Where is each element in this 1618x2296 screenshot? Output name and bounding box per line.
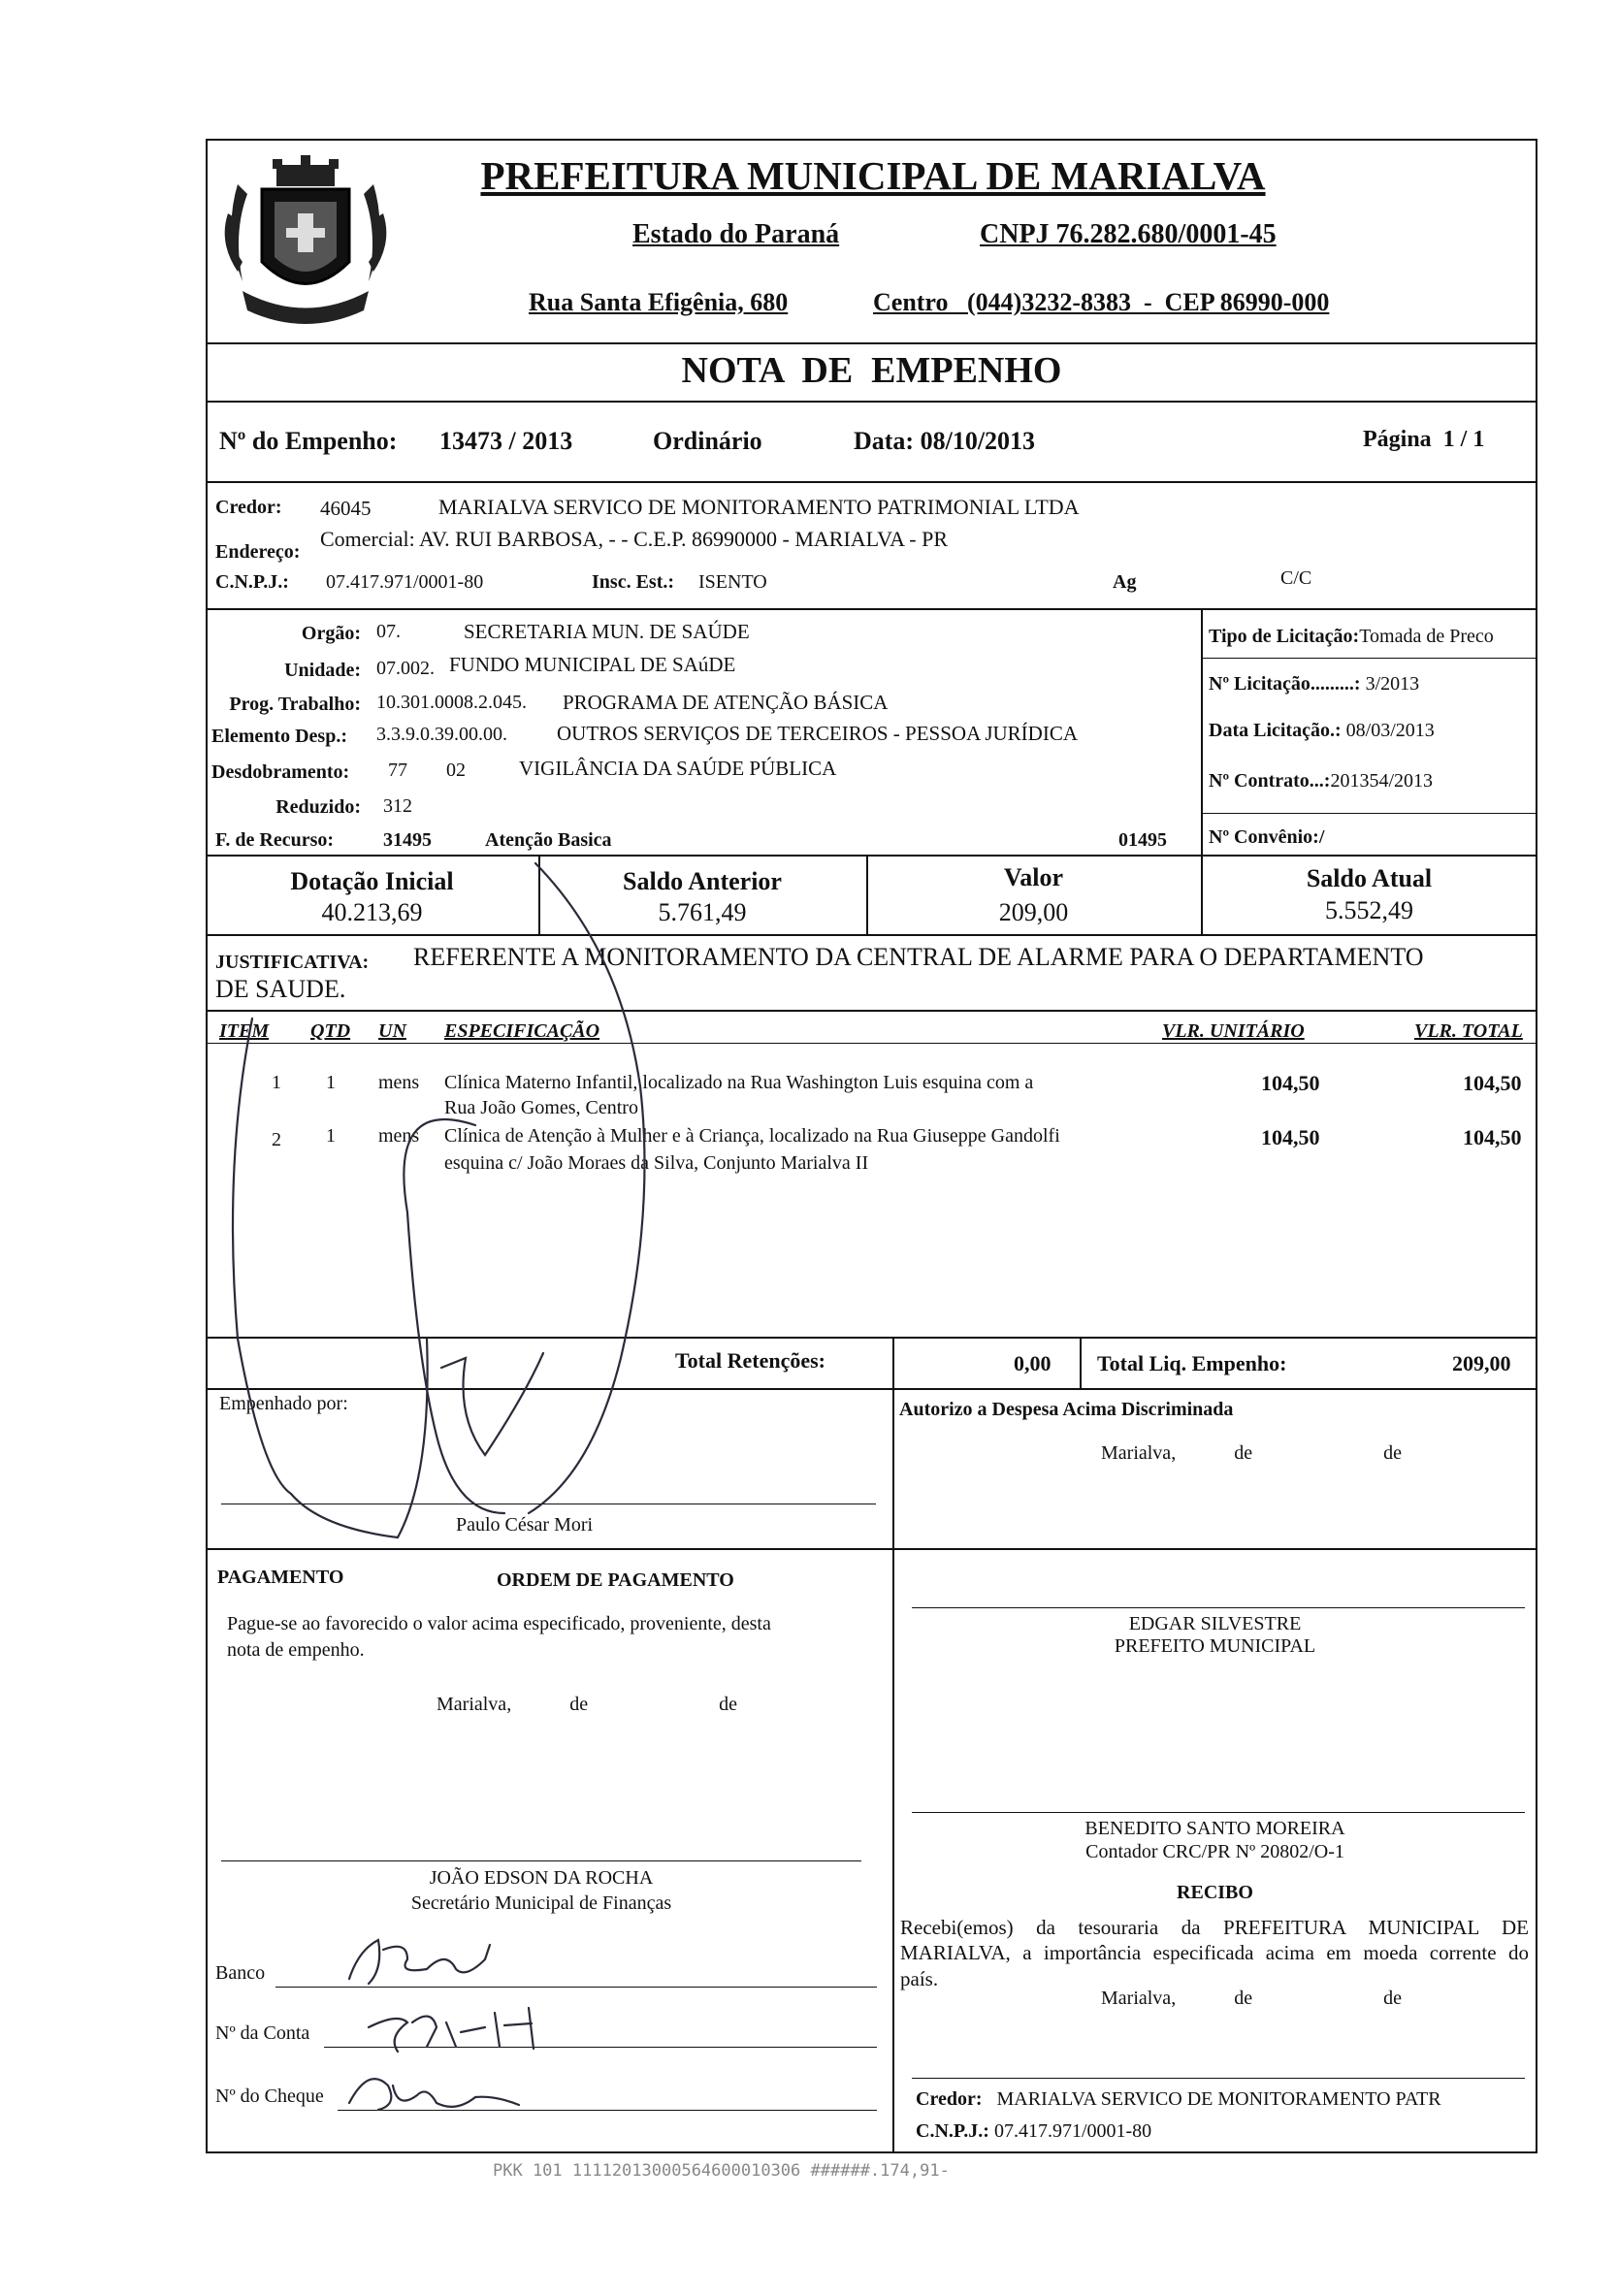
conta-label: Nº da Conta	[215, 2022, 310, 2044]
header-cnpj: CNPJ 76.282.680/0001-45	[980, 219, 1277, 249]
recurso-code: 31495	[383, 829, 432, 851]
pagamento-text-line2: nota de empenho.	[227, 1639, 365, 1661]
page-number: Página 1 / 1	[1363, 427, 1485, 452]
valor-label: Valor	[1003, 863, 1064, 891]
retencoes-value: 0,00	[1014, 1351, 1052, 1375]
saldo-anterior-label: Saldo Anterior	[623, 867, 782, 895]
header-street: Rua Santa Efigênia, 680	[529, 288, 789, 316]
liq-empenho-label: Total Liq. Empenho:	[1097, 1351, 1287, 1375]
item-qtd: 1	[326, 1072, 336, 1093]
col-un: UN	[378, 1020, 406, 1042]
recibo-credor: Credor: MARIALVA SERVICO DE MONITORAMENTO PATR	[916, 2088, 1441, 2110]
item-un: mens	[378, 1125, 420, 1147]
saldo-atual-label: Saldo Atual	[1306, 864, 1433, 892]
item-spec-line2: Rua João Gomes, Centro	[444, 1097, 638, 1118]
item-un: mens	[378, 1072, 420, 1093]
item-unit-value: 104,50	[1261, 1125, 1320, 1149]
insc-label: Insc. Est.:	[592, 571, 675, 593]
ag-label: Ag	[1113, 571, 1137, 593]
empenhado-label: Empenhado por:	[219, 1393, 348, 1414]
desdobramento-b: 02	[446, 760, 466, 781]
licitacao-data: Data Licitação.: 08/03/2013	[1209, 720, 1435, 741]
dotacao-value: 40.213,69	[321, 898, 423, 926]
justificativa-label: JUSTIFICATIVA:	[215, 952, 370, 973]
cheque-label: Nº do Cheque	[215, 2086, 324, 2107]
header-contact: Centro (044)3232-8383 - CEP 86990-000	[873, 288, 1330, 316]
empenho-number: 13473 / 2013	[439, 427, 573, 455]
licitacao-tipo: Tipo de Licitação:Tomada de Preco	[1209, 626, 1494, 647]
item-qtd: 1	[326, 1125, 336, 1147]
recibo-cnpj: C.N.P.J.: 07.417.971/0001-80	[916, 2120, 1152, 2142]
recibo-date: Marialva, de de	[1101, 1988, 1402, 2009]
empenho-label: Nº do Empenho:	[219, 427, 398, 455]
credor-code: 46045	[320, 497, 372, 520]
saldo-anterior-value: 5.761,49	[658, 898, 747, 926]
col-qtd: QTD	[310, 1020, 351, 1042]
pagamento-text-line1: Pague-se ao favorecido o valor acima especificado, proveniente, desta	[227, 1613, 771, 1634]
pagamento-date: Marialva, de de	[437, 1694, 737, 1715]
unidade-code: 07.002.	[376, 658, 435, 679]
recibo-text-line1: Recebi(emos) da tesouraria da PREFEITURA MUNICIPAL DE	[900, 1916, 1529, 1939]
unidade-name: FUNDO MUNICIPAL DE SAúDE	[449, 653, 736, 676]
desdobramento-name: VIGILÂNCIA DA SAÚDE PÚBLICA	[519, 757, 837, 780]
secretario-title: Secretário Municipal de Finanças	[410, 1892, 672, 1914]
credor-cnpj: 07.417.971/0001-80	[326, 571, 484, 593]
justificativa-line1: REFERENTE A MONITORAMENTO DA CENTRAL DE ALARME PARA O DEPARTAMENTO	[413, 943, 1424, 971]
address-label: Endereço:	[215, 541, 301, 563]
col-vlr-total: VLR. TOTAL	[1414, 1020, 1523, 1042]
liq-empenho-value: 209,00	[1452, 1351, 1511, 1375]
pagamento-label: PAGAMENTO	[217, 1567, 344, 1588]
reduzido-label: Reduzido:	[275, 796, 361, 818]
desdobramento-a: 77	[388, 760, 407, 781]
recurso-label: F. de Recurso:	[215, 829, 335, 851]
credor-label: Credor:	[215, 497, 282, 518]
valor-value: 209,00	[998, 898, 1069, 926]
prefeito-name: EDGAR SILVESTRE	[1128, 1613, 1302, 1634]
item-unit-value: 104,50	[1261, 1071, 1320, 1095]
item-spec-line1: Clínica de Atenção à Mulher e à Criança, localizado na Rua Giuseppe Gandolfi	[444, 1125, 1060, 1147]
recurso-code2: 01495	[1118, 829, 1167, 851]
recibo-text-line2: MARIALVA, a importância especificada acima em moeda corrente do	[900, 1941, 1529, 1964]
orgao-code: 07.	[376, 621, 401, 642]
retencoes-label: Total Retenções:	[675, 1348, 825, 1373]
licitacao-numero: Nº Licitação.........: 3/2013	[1209, 673, 1420, 695]
dotacao-label: Dotação Inicial	[290, 867, 454, 895]
reduzido-value: 312	[383, 795, 412, 817]
empenho-date: Data: 08/10/2013	[854, 427, 1036, 455]
ordem-pagamento-title: ORDEM DE PAGAMENTO	[497, 1569, 734, 1591]
item-total-value: 104,50	[1463, 1125, 1522, 1149]
footer-code: PKK 101 11112013000564600010306 ######.174,91-	[493, 2161, 950, 2181]
recibo-title: RECIBO	[1177, 1882, 1253, 1903]
contrato-numero: Nº Contrato...:201354/2013	[1209, 770, 1434, 792]
recurso-name: Atenção Basica	[485, 829, 612, 851]
contador-title: Contador CRC/PR Nº 20802/O-1	[1085, 1841, 1344, 1862]
contador-name: BENEDITO SANTO MOREIRA	[1084, 1818, 1345, 1839]
item-number: 2	[272, 1129, 281, 1150]
secretario-name: JOÃO EDSON DA ROCHA	[429, 1867, 654, 1889]
orgao-label: Orgão:	[301, 623, 361, 644]
empenho-type: Ordinário	[653, 427, 762, 455]
credor-name: MARIALVA SERVICO DE MONITORAMENTO PATRIMONIAL LTDA	[438, 495, 1080, 519]
prog-name: PROGRAMA DE ATENÇÃO BÁSICA	[563, 691, 889, 714]
autorizo-label: Autorizo a Despesa Acima Discriminada	[899, 1399, 1234, 1420]
justificativa-line2: DE SAUDE.	[215, 975, 346, 1003]
elemento-label: Elemento Desp.:	[211, 726, 347, 747]
orgao-name: SECRETARIA MUN. DE SAÚDE	[464, 620, 750, 643]
prog-code: 10.301.0008.2.045.	[376, 692, 527, 713]
col-especificacao: ESPECIFICAÇÃO	[444, 1020, 600, 1042]
desdobramento-label: Desdobramento:	[211, 761, 350, 783]
banco-label: Banco	[215, 1962, 266, 1984]
prefeito-title: PREFEITO MUNICIPAL	[1114, 1635, 1316, 1657]
prog-label: Prog. Trabalho:	[229, 694, 361, 715]
elemento-name: OUTROS SERVIÇOS DE TERCEIROS - PESSOA JURÍDICA	[557, 722, 1079, 745]
item-total-value: 104,50	[1463, 1071, 1522, 1095]
item-spec-line2: esquina c/ João Moraes da Silva, Conjunto Marialva II	[444, 1152, 869, 1174]
page-title: PREFEITURA MUNICIPAL DE MARIALVA	[480, 153, 1266, 198]
credor-address: Comercial: AV. RUI BARBOSA, - - C.E.P. 86990000 - MARIALVA - PR	[320, 527, 949, 551]
recibo-text-line3: país.	[900, 1967, 939, 1990]
item-number: 1	[272, 1072, 281, 1093]
autorizo-date: Marialva, de de	[1101, 1442, 1402, 1464]
document-title: NOTA DE EMPENHO	[681, 350, 1062, 391]
empenhado-name: Paulo César Mori	[456, 1514, 594, 1536]
item-spec-line1: Clínica Materno Infantil, localizado na Rua Washington Luis esquina com a	[444, 1072, 1034, 1093]
unidade-label: Unidade:	[284, 660, 361, 681]
state-label: Estado do Paraná	[632, 219, 840, 249]
elemento-code: 3.3.9.0.39.00.00.	[376, 724, 507, 745]
convenio-label: Nº Convênio:/	[1209, 826, 1325, 848]
saldo-atual-value: 5.552,49	[1325, 896, 1413, 924]
cc-label: C/C	[1280, 567, 1312, 589]
col-vlr-unitario: VLR. UNITÁRIO	[1162, 1020, 1305, 1042]
insc-value: ISENTO	[698, 571, 767, 593]
cnpj-label: C.N.P.J.:	[215, 571, 289, 593]
col-item: ITEM	[219, 1020, 270, 1042]
